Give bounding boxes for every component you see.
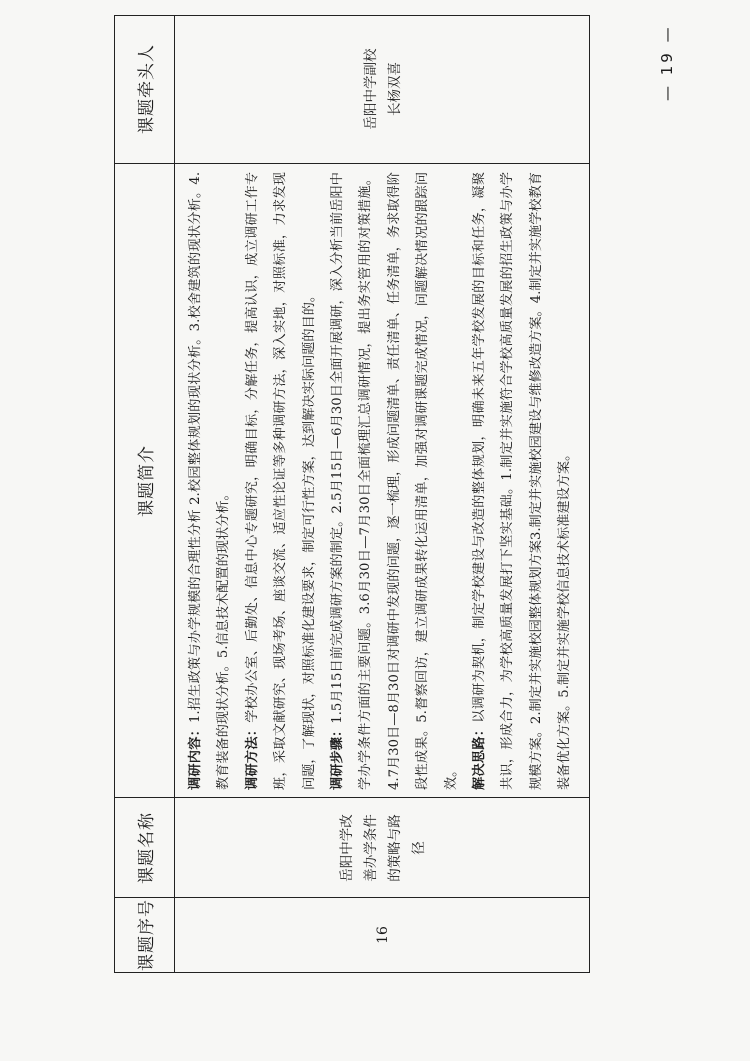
summary-solution: 解决思路：以调研为契机，制定学校建设与改造的整体规划，明确未来五年学校发展的目标和任务，凝聚共识，形成合力，为学校高质量发展打下坚实基础。1.制定并实施符合学校高质量发展的招生政策与办学规模方案。2.制定并实施校园整体规划方案3.制定并实施校园建设与维修改造方案。4.制定并实施学校教育装备优化方案。5.制定并实施学校信息技术标准建设方案。	[472, 171, 573, 790]
project-summary	[174, 164, 591, 798]
header-number: 课题序号	[137, 899, 157, 971]
section-text: 学校办公室、后勤处、信息中心专题研究，明确目标，分解任务，提高认识，成立调研工作专班，采取文献研究、现场考场、座谈交流、适应性论证等多种调研方法，深入实地，对照标准，力求发现问题，了解现状，对照标准化建设要求，制定可行性方案，达到解决实际问题的目的。	[244, 171, 317, 790]
summary-research-steps: 调研步骤：1.5月15日前完成调研方案的制定。2.5月15日—6月30日全面开展调研，深入分析当前岳阳中学办学条件方面的主要问题。3.6月30日—7月30日全面梳理汇总调研情况，提出务实管用的对策措施。4.7月30日—8月30日对调研中发现的问题，逐一梳理，形成问题清单、责任清单、任务清单，务求取得阶段性成果。5.督察回访，建立调研成果转化运用清单，加强对调研课题完成情况，问题解决情况的跟踪问效。	[330, 172, 459, 790]
header-name: 课题名称	[137, 812, 157, 884]
section-text: 1.招生政策与办学规模的合理性分析 2.校园整体规划的现状分析。3.校舍建筑的现状分析。4.教育装备的现状分析。5.信息技术配置的现状分析。	[188, 171, 232, 790]
summary-research-method: 调研方法：学校办公室、后勤处、信息中心专题研究，明确目标，分解任务，提高认识，成立调研工作专班，采取文献研究、现场考场、座谈交流、适应性论证等多种调研方法，深入实地，对照标准，力求发现问题，了解现状，对照标准化建设要求，制定可行性方案，达到解决实际问题的目的。	[244, 171, 317, 790]
section-label: 解决思路	[472, 736, 488, 790]
project-name: 岳阳中学改善办学条件的策略与路径	[338, 814, 427, 882]
summary-research-content: 调研内容：1.招生政策与办学规模的合理性分析 2.校园整体规划的现状分析。3.校舍建筑的现状分析。4.教育装备的现状分析。5.信息技术配置的现状分析。	[188, 171, 232, 790]
project-lead: 岳阳中学副校长杨双喜	[362, 48, 403, 130]
section-label: 调研内容	[188, 736, 203, 790]
header-summary: 课题简介	[137, 445, 157, 517]
header-lead: 课题牵头人	[137, 44, 157, 134]
section-text: 以调研为契机，制定学校建设与改造的整体规划，明确未来五年学校发展的目标和任务，凝聚共识，形成合力，为学校高质量发展打下坚实基础。1.制定并实施符合学校高质量发展的招生政策与办学规模方案。2.制定并实施校园整体规划方案3.制定并实施校园建设与维修改造方案。4.制定并实施学校教育装备优化方案。5.制定并实施学校信息技术标准建设方案。	[472, 171, 573, 790]
section-label: 调研步骤	[330, 736, 346, 790]
section-text: 1.5月15日前完成调研方案的制定。2.5月15日—6月30日全面开展调研，深入分析当前岳阳中学办学条件方面的主要问题。3.6月30日—7月30日全面梳理汇总调研情况，提出务实管用的对策措施。4.7月30日—8月30日对调研中发现的问题，逐一梳理，形成问题清单、责任清单、任务清单，务求取得阶段性成果。5.督察回访，建立调研成果转化运用清单，加强对调研课题完成情况，问题解决情况的跟踪问效。	[330, 172, 459, 790]
project-table	[114, 15, 590, 973]
page-number: — 19 —	[658, 24, 676, 101]
section-label: 调研方法	[244, 736, 260, 790]
project-number: 16	[374, 926, 391, 944]
